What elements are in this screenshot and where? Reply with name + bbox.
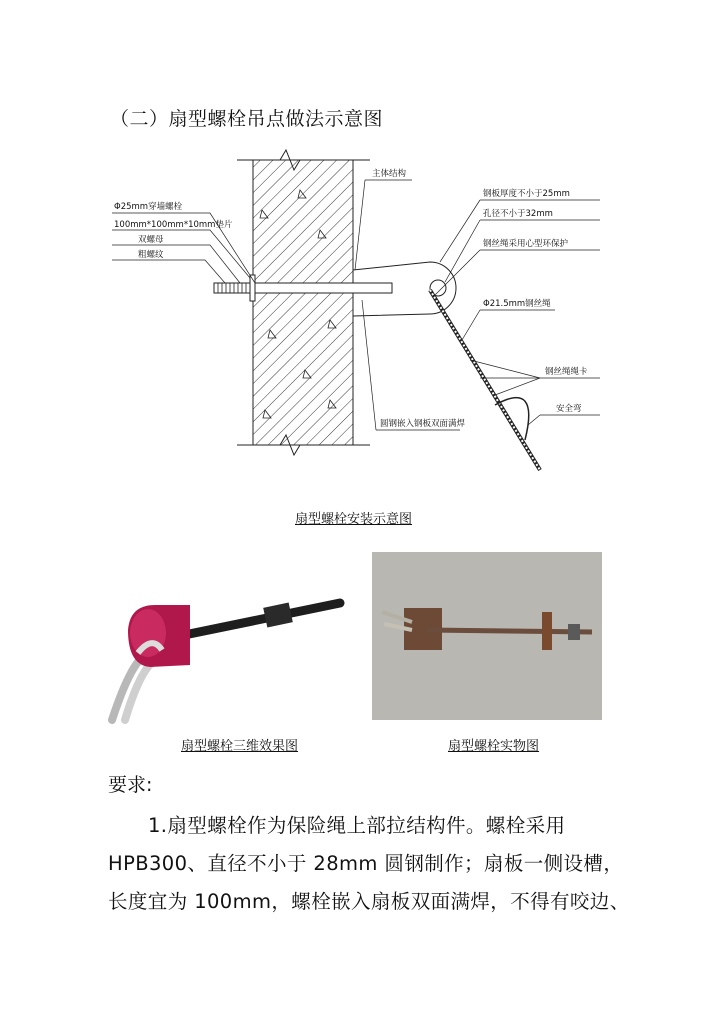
label-weld: 圆钢嵌入钢板双面满焊 — [380, 419, 466, 429]
label-bolt: Φ25mm穿墙螺栓 — [114, 202, 183, 212]
render-3d-image — [100, 575, 350, 725]
label-coarse-thread: 粗螺纹 — [138, 250, 164, 260]
section-title: （二）扇型螺栓吊点做法示意图 — [110, 108, 384, 130]
label-rope-dia: Φ21.5mm钢丝绳 — [483, 299, 551, 309]
requirements-heading: 要求: — [108, 774, 153, 796]
label-pad: 100mm*100mm*10mm垫片 — [114, 220, 233, 230]
render-caption: 扇型螺栓三维效果图 — [181, 739, 299, 754]
paragraph-line-2: HPB300、直径不小于 28mm 圆钢制作；扇板一侧设槽， — [108, 852, 624, 875]
label-double-nut: 双螺母 — [138, 235, 164, 245]
bolt-photo — [372, 552, 602, 720]
diagram-caption: 扇型螺栓安装示意图 — [295, 512, 413, 527]
paragraph-line-1: 1.扇型螺栓作为保险绳上部拉结构件。螺栓采用 — [148, 814, 566, 837]
photo-caption: 扇型螺栓实物图 — [448, 739, 540, 754]
paragraph-line-3: 长度宜为 100mm，螺栓嵌入扇板双面满焊，不得有咬边、 — [108, 890, 630, 913]
label-main-structure: 主体结构 — [372, 169, 407, 179]
label-rope-protect: 钢丝绳采用心型环保护 — [483, 239, 569, 249]
wall-section — [253, 160, 353, 445]
bolt-rod — [214, 283, 392, 293]
photo-content — [372, 552, 602, 720]
label-plate-thickness: 钢板厚度不小于25mm — [483, 189, 570, 199]
label-rope-clip: 钢丝绳绳卡 — [545, 367, 588, 377]
label-safety-bend: 安全弯 — [556, 404, 582, 414]
label-hole-dia: 孔径不小于32mm — [483, 209, 553, 219]
